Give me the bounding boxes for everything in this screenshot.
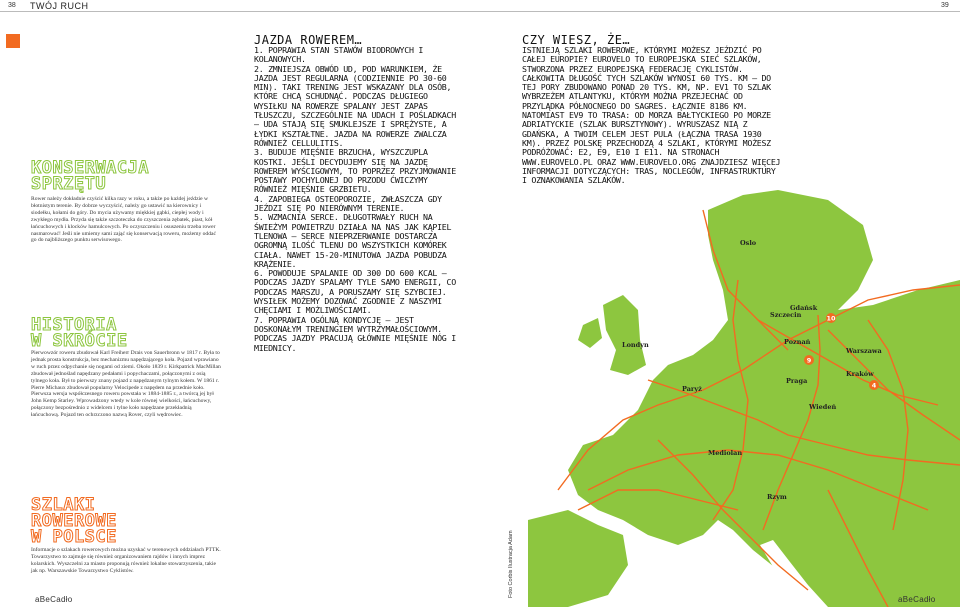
city-mediolan: Mediolan [708,449,743,457]
city-paryz: Paryż [682,385,702,393]
historia-body: Pierwowzór roweru zbudował Karl Freiherr Drais von Sauerbronn w 1817 r. Była to jednak prosta konstrukcja, bez mechanizmu napędzającego koła. Pojazd wprawiano w ruch przez odpychanie się nogami od ziemi. Około 1839 r. Kirkpatrick MacMillan zbudował jednoślad napędzany pedałami i popychaczami, połączonymi z osią tylnego koła. Był to pierwszy znany pojazd z napędzanym tylnym kołem. W 1861 r. Pierre Michaux zbudował popularny Velocipede z napędem na przednie koło. Pierwsza wersja współczesnego roweru powstała w 1884-1885 r., a twórcą jej był John Kemp Starley. Wprowadzony wtedy w kole równej wielkości, łańcuchowy, połączony bezpośrednio z widelcem i tylne koło napędzane przekładnią łańcuchową. Pojazd ten ochrzczono nazwą Rover, czyli wędrowiec. [31,350,221,419]
city-praga: Praga [786,377,808,385]
historia-heading: HISTORIA W SKRÓCIE [31,315,128,351]
city-poznan: Poznań [784,338,811,346]
column-czy-wiesz [522,34,782,185]
szlaki-heading: SZLAKI ROWEROWE W POLSCE [31,495,117,547]
jazda-item-7: 7. POPRAWIA OGÓLNĄ KONDYCJĘ – JEST DOSKONAŁYM TRENINGIEM WYTRZYMAŁOŚCIOWYM. PODCZAS JAZDY PRACUJĄ GŁÓWNIE MIĘŚNIE NÓG I MIEDNICY. [254,314,456,353]
city-krakow: Kraków [846,370,874,378]
szlaki-body: Informacje o szlakach rowerowych można uzyskać w terenowych oddziałach PTTK. Towarzystwo to zajmuje się również organizowaniem rajdów i innych imprez kolarskich. Wyszczelni za miasto proponują również lokalne stowarzyszenia, takie jak np. Warszawskie Towarzystwo Cyklistów. [31,547,221,574]
photo-credit: Foto Corbis Ilustracja Adam [508,530,514,598]
city-rzym: Rzym [767,493,787,501]
jazda-item-3: 3. BUDUJE MIĘŚNIE BRZUCHA, WYSZCZUPLA KOSTKI. JEŚLI DECYDUJEMY SIĘ NA JAZDĘ ROWEREM WYŚCIGOWYM, TO POPRZEZ PRZYJMOWANIE POSTAWY POCHYLONEJ DO PRZODU ĆWICZYMY RÓWNIEŻ MIĘŚNIE GRZBIETU. [254,147,456,195]
europe-cycling-map [528,190,960,607]
jazda-item-2: 2. ZMNIEJSZA OBWÓD UD, POD WARUNKIEM, ŻE JAZDA JEST REGULARNA (CODZIENNIE PO 30-60 MIN). TAKI TRENING JEST WSKAZANY DLA OSÓB, KTÓRE CHCĄ SCHUDNĄĆ. PODCZAS DŁUGIEGO WYSIŁKU NA ROWERZE SPALANY JEST ZAPAS TŁUSZCZU, SZCZEGÓLNIE NA UDACH I POŚLADKACH – UDA STAJĄ SIĘ SMUKLEJSZE I SPRĘŻYSTE, A ŁYDKI KSZTAŁTNE. JAZDA NA ROWERZE ZWALCZA RÓWNIEŻ CELLULITIS. [254,63,456,148]
konserwacja-heading: KONSERWACJA SPRZĘTU [31,158,150,194]
route-number-4: 4 [871,381,877,390]
konserwacja-body: Rower należy dokładnie czyścić kilka razy w roku, a także po każdej jeździe w błotnistym terenie. By dobrze wyczyścić, należy go ustawić na kierownicy i siodełku, kołami do góry. Do mycia używamy miękkiej gąbki, ciepłej wody i zwykłego mydła. Przyda się także szczoteczka do czyszczenia zębatek, piast, kół łańcuchowych i klocków hamulcowych. Po oczyszczeniu i osuszeniu trzeba rower nasmarować! Jeśli nie umiemy sami zająć się konserwacją roweru, możemy oddać go do najbliższego punktu serwisowego. [31,196,216,244]
page-number-left: 38 [8,2,16,9]
city-wieden: Wiedeń [809,403,837,411]
running-title: TWÓJ RUCH [30,1,89,11]
city-oslo: Oslo [740,239,757,247]
orange-accent-block [6,34,20,48]
jazda-item-1: 1. POPRAWIA STAN STAWÓW BIODROWYCH I KOLANOWYCH. [254,45,424,65]
czy-wiesz-title: CZY WIESZ, ŻE… [522,33,631,47]
column-jazda-rowerem [254,34,459,353]
footer-logo-right: aBeCadło [898,595,936,604]
jazda-title: JAZDA ROWEREM… [254,33,363,47]
city-warszawa: Warszawa [846,347,882,355]
czy-wiesz-body: ISTNIEJĄ SZLAKI ROWEROWE, KTÓRYMI MOŻESZ JEŹDZIĆ PO CAŁEJ EUROPIE? EUROVELO TO EUROPEJSKA SIEĆ SZLAKÓW, STWORZONA PRZEZ EUROPEJSKĄ FEDERACJĘ CYKLISTÓW. CAŁKOWITA DŁUGOŚĆ TYCH SZLAKÓW WYNOSI 60 TYS. KM – DO TEJ PORY ZBUDOWANO PONAD 20 TYS. KM, NP. EV1 TO SZLAK WYBRZEŻEM ATLANTYKU, KTÓRYM MOŻNA PRZEJECHAĆ OD PRZYLĄDKA PÓŁNOCNEGO DO SAGRES. ŁĄCZNIE 8186 KM. NATOMIAST EV9 TO TRASA: OD MORZA BAŁTYCKIEGO PO MORZE ADRIATYCKIE (SZLAK BURSZTYNOWY). WYRUSZASZ NIĄ Z GDAŃSKA, A TWOIM CELEM JEST PULA (ŁĄCZNA TRASA 1930 KM). PRZEZ POLSKĘ PRZECHODZĄ 4 SZLAKI, KTÓRYMI MOŻESZ PODRÓŻOWAĆ: E2, E9, E10 I E11. NA STRONACH WWW.EUROVELO.PL ORAZ WWW.EUROVELO.ORG ZNAJDZIESZ WIĘCEJ INFORMACJI DOTYCZĄCYCH: TRAS, NOCLEGÓW, INFRASTRUKTURY I OZNAKOWANIA SZLAKÓW. [522,45,781,186]
page-number-right: 39 [941,2,949,9]
header-rule [0,11,960,12]
map-land [528,190,960,607]
city-londyn: Londyn [622,341,649,349]
route-number-10: 10 [826,314,836,323]
route-number-9: 9 [806,356,812,365]
city-szczecin: Szczecin [770,311,802,319]
jazda-item-4: 4. ZAPOBIEGA OSTEOPOROZIE, ZWŁASZCZA GDY JEŹDZI SIĘ PO NIERÓWNYM TERENIE. [254,193,442,214]
city-gdansk: Gdańsk [790,304,818,312]
jazda-item-6: 6. POWODUJE SPALANIE OD 300 DO 600 KCAL – PODCZAS JAZDY SPALAMY TYLE SAMO ENERGII, CO PODCZAS MARSZU, A PORUSZAMY SIĘ SZYBCIEJ. WYSIŁEK MOŻEMY DOZOWAĆ ZGODNIE Z NASZYMI CHĘCIAMI I MOŻLIWOŚCIAMI. [254,268,456,316]
footer-logo-left: aBeCadło [35,595,73,604]
jazda-item-5: 5. WZMACNIA SERCE. DŁUGOTRWAŁY RUCH NA ŚWIEŻYM POWIETRZU DZIAŁA NA NAS JAK KĄPIEL TLENOWA – SERCE NIEPRZERWANIE DOSTARCZA OGROMNĄ ILOŚĆ TLENU DO WSZYSTKICH KOMÓREK CIAŁA. NAWET 15-20-MINUTOWA JAZDA POBUDZA KRĄŻENIE. [254,212,452,269]
